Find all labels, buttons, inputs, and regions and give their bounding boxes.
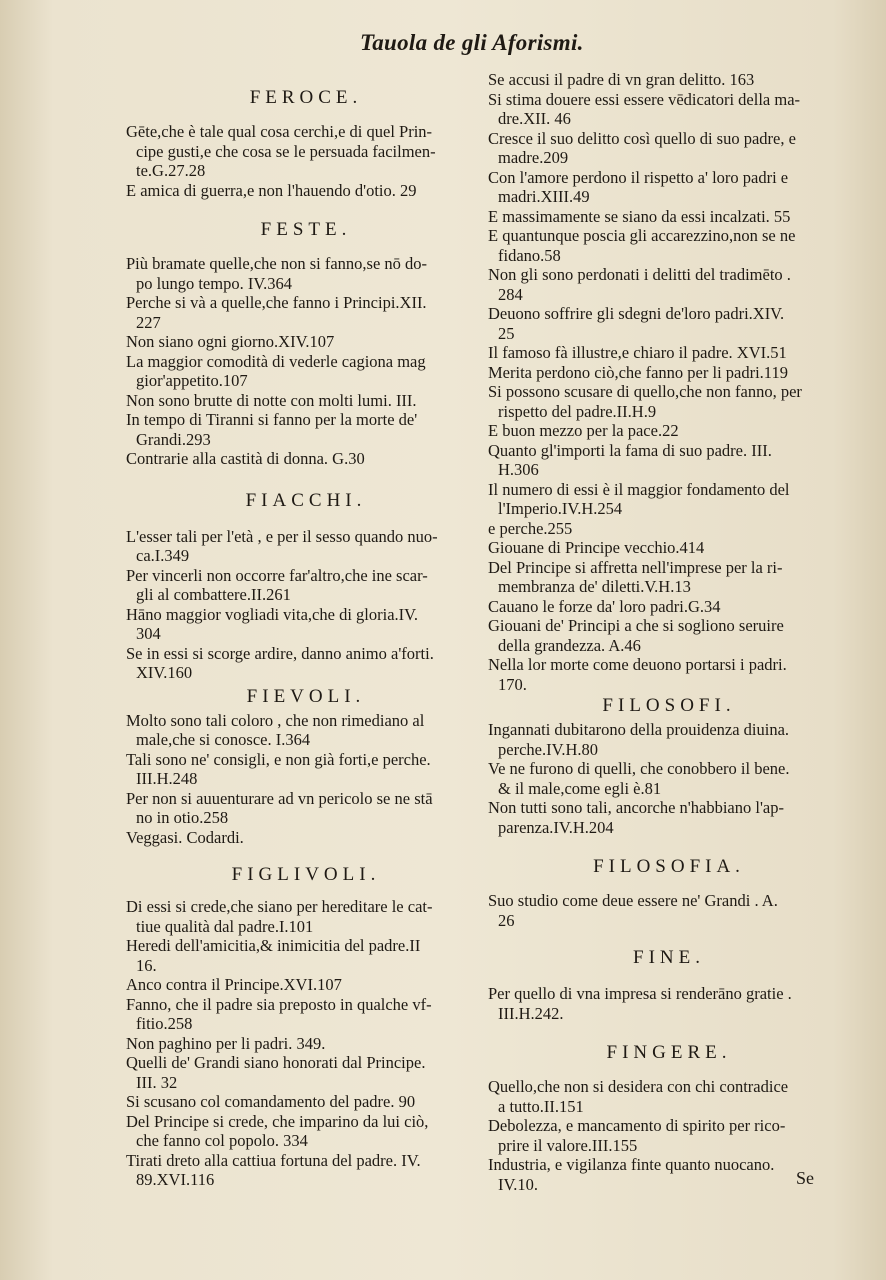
entry-line: Non siano ogni giorno.XIV.107 — [126, 332, 335, 351]
index-entry — [488, 129, 850, 168]
index-entry — [488, 363, 850, 383]
index-entry — [488, 1116, 850, 1155]
entry-continuation: 227 — [136, 312, 161, 332]
entry-line: Si scusano col comandamento del padre. 90 — [126, 1092, 416, 1111]
entry-line: Debolezza, e mancamento di spirito per rico- — [488, 1116, 786, 1135]
index-entry — [488, 480, 850, 519]
entry-continuation: gior'appetito.107 — [136, 371, 248, 390]
section-heading: FIACCHI. — [245, 489, 367, 511]
entry-continuation: H.306 — [498, 460, 539, 479]
index-entry — [126, 1112, 486, 1151]
entry-line: Contrarie alla castità di donna. G.30 — [126, 449, 365, 468]
entry-line: E buon mezzo per la pace.22 — [488, 421, 679, 440]
entry-line: Con l'amore perdono il rispetto a' loro padri e — [488, 167, 789, 187]
index-entry — [488, 798, 850, 837]
entry-continuation: III.H.248 — [136, 769, 198, 788]
index-entry — [126, 1034, 486, 1054]
entry-line: Suo studio come deue essere ne' Grandi . A. — [488, 891, 778, 910]
section-heading: FIGLIVOLI. — [231, 864, 381, 885]
entry-continuation: 89.XVI.116 — [136, 1170, 215, 1189]
entry-line: Cresce il suo delitto così quello di suo padre, e — [488, 128, 796, 148]
section-entries — [126, 711, 486, 848]
section-heading: FIEVOLI. — [246, 685, 366, 707]
entry-line: Per quello di vna impresa si renderāno gratie . — [488, 984, 792, 1003]
entry-continuation: membranza de' diletti.V.H.13 — [498, 577, 691, 596]
entry-continuation: 304 — [136, 624, 161, 643]
entry-line: Non paghino per li padri. 349. — [126, 1033, 326, 1053]
entry-line: Il famoso fà illustre,e chiaro il padre. XVI.51 — [488, 343, 787, 362]
index-entry — [126, 828, 486, 848]
entry-line: Giouani de' Principi a che si sogliono seruire — [488, 616, 784, 635]
entry-line: La maggior comodità di vederle cagiona mag — [126, 351, 426, 371]
index-entry — [488, 343, 850, 363]
section-entries — [126, 897, 486, 1190]
section-figliuoli-continued — [488, 70, 850, 694]
entry-continuation: III. 32 — [136, 1072, 178, 1092]
entry-continuation: 26 — [498, 910, 515, 930]
catchword: Se — [796, 1168, 814, 1188]
index-entry — [126, 410, 486, 449]
index-entry — [488, 1077, 850, 1116]
entry-continuation: a tutto.II.151 — [498, 1096, 584, 1116]
index-entry — [126, 711, 486, 750]
section-fine — [488, 946, 850, 1023]
index-entry — [488, 226, 850, 265]
section-heading: FINE. — [633, 947, 705, 968]
index-entry — [488, 984, 850, 1023]
entry-continuation: ca.I.349 — [136, 546, 190, 565]
entry-continuation: fitio.258 — [136, 1014, 193, 1033]
index-entry — [126, 1151, 486, 1190]
section-heading: FILOSOFIA. — [593, 856, 745, 877]
entry-continuation: po lungo tempo. IV.364 — [136, 273, 292, 293]
section-entries — [488, 720, 850, 837]
entry-line: Quelli de' Grandi siano honorati dal Principe. — [126, 1053, 426, 1072]
entry-continuation: te.G.27.28 — [136, 161, 206, 180]
index-entry — [488, 519, 850, 539]
entry-line: Gēte,che è tale qual cosa cerchi,e di quel Prin- — [126, 122, 433, 141]
entry-continuation: parenza.IV.H.204 — [498, 817, 614, 837]
entry-line: e perche.255 — [488, 518, 573, 538]
entry-line: Deuono soffrire gli sdegni de'loro padri.XIV. — [488, 304, 785, 323]
entry-line: E quantunque poscia gli accarezzino,non se ne — [488, 226, 796, 245]
index-entry — [126, 995, 486, 1034]
index-entry — [126, 897, 486, 936]
entry-continuation: 25 — [498, 323, 515, 343]
entry-line: E massimamente se siano da essi incalzati. 55 — [488, 206, 791, 226]
index-entry — [488, 421, 850, 441]
entry-continuation: dre.XII. 46 — [498, 109, 571, 128]
index-entry — [488, 558, 850, 597]
entry-line: Quanto gl'importi la fama di suo padre. III. — [488, 440, 772, 460]
section-entries — [488, 984, 850, 1023]
running-head: Tauola de gli Aforismi. — [360, 30, 584, 55]
index-entry — [126, 936, 486, 975]
section-feste — [126, 218, 486, 469]
index-entry — [488, 538, 850, 558]
entry-line: Giouane di Principe vecchio.414 — [488, 538, 705, 557]
section-filosofi — [488, 694, 850, 837]
entry-continuation: & il male,come egli è.81 — [498, 778, 662, 798]
entry-continuation: madri.XIII.49 — [498, 187, 590, 206]
index-entry — [488, 168, 850, 207]
entry-continuation: male,che si conosce. I.364 — [136, 730, 311, 749]
section-fiacchi — [126, 489, 486, 683]
section-feroce — [126, 86, 486, 200]
entry-line: Molto sono tali coloro , che non rimediano al — [126, 710, 425, 730]
index-entry — [488, 382, 850, 421]
entry-line: Il numero di essi è il maggior fondamento del — [488, 479, 790, 499]
entry-line: Non tutti sono tali, ancorche n'habbiano l'ap- — [488, 798, 784, 817]
entry-line: Anco contra il Principe.XVI.107 — [126, 975, 342, 994]
index-entry — [488, 90, 850, 129]
entry-continuation: fidano.58 — [498, 245, 561, 265]
section-heading: FINGERE. — [606, 1042, 732, 1063]
entry-line: Non sono brutte di notte con molti lumi. III. — [126, 390, 417, 410]
index-entry — [488, 616, 850, 655]
section-entries — [126, 122, 486, 200]
index-entry — [488, 655, 850, 694]
entry-line: Fanno, che il padre sia preposto in qualche vf- — [126, 994, 432, 1014]
index-entry — [126, 1092, 486, 1112]
entry-line: Per non si auuenturare ad vn pericolo se ne stā — [126, 788, 433, 808]
entry-line: Quello,che non si desidera con chi contradice — [488, 1077, 789, 1096]
index-entry — [488, 207, 850, 227]
index-entry — [126, 566, 486, 605]
index-entry — [126, 391, 486, 411]
entry-line: Cauano le forze da' loro padri.G.34 — [488, 596, 721, 616]
section-heading: FESTE. — [260, 219, 352, 240]
entry-line: Heredi dell'amicitia,& inimicitia del padre.II — [126, 936, 421, 955]
entry-continuation: 170. — [498, 674, 527, 694]
index-entry — [126, 293, 486, 332]
entry-line: Si stima douere essi essere vēdicatori della ma- — [488, 89, 801, 109]
entry-continuation: della grandezza. A.46 — [498, 635, 641, 655]
index-entry — [488, 759, 850, 798]
entry-line: L'esser tali per l'età , e per il sesso quando nuo- — [126, 526, 438, 546]
right-column — [488, 70, 850, 1194]
index-entry — [126, 122, 486, 181]
index-entry — [126, 644, 486, 683]
section-filosofia — [488, 855, 850, 930]
entry-line: In tempo di Tiranni si fanno per la morte de' — [126, 410, 418, 429]
entry-line: Non gli sono perdonati i delitti del tradimēto . — [488, 265, 791, 284]
entry-line: Del Principe si affretta nell'imprese per la ri- — [488, 557, 783, 577]
section-entries — [488, 891, 850, 930]
entry-continuation: 16. — [136, 955, 157, 975]
entry-line: Se accusi il padre di vn gran delitto. 163 — [488, 70, 755, 89]
index-entry — [126, 332, 486, 352]
entry-line: Veggasi. Codardi. — [126, 827, 244, 847]
section-figliuoli — [126, 863, 486, 1190]
index-entry — [488, 304, 850, 343]
section-heading: FILOSOFI. — [602, 695, 736, 716]
index-entry — [126, 352, 486, 391]
entry-line: Se in essi si scorge ardire, danno animo a'forti. — [126, 643, 434, 663]
entry-line: E amica di guerra,e non l'hauendo d'otio. 29 — [126, 180, 417, 200]
entry-line: Per vincerli non occorre far'altro,che ine scar- — [126, 565, 428, 585]
section-heading: FEROCE. — [249, 87, 363, 108]
index-entry — [126, 254, 486, 293]
index-entry — [126, 605, 486, 644]
index-entry — [488, 265, 850, 304]
index-entry — [488, 891, 850, 930]
entry-line: Nella lor morte come deuono portarsi i padri. — [488, 655, 787, 674]
index-entry — [126, 449, 486, 469]
left-column — [126, 70, 486, 1190]
entry-line: Si possono scusare di quello,che non fanno, per — [488, 382, 802, 401]
index-entry — [126, 789, 486, 828]
entry-continuation: III.H.242. — [498, 1003, 564, 1023]
entry-continuation: l'Imperio.IV.H.254 — [498, 499, 623, 518]
section-entries — [126, 254, 486, 469]
entry-continuation: che fanno col popolo. 334 — [136, 1131, 308, 1150]
entry-line: Tali sono ne' consigli, e non già forti,e perche. — [126, 749, 431, 769]
entry-continuation: prire il valore.III.155 — [498, 1135, 638, 1155]
index-entry — [488, 597, 850, 617]
entry-line: Più bramate quelle,che non si fanno,se nō do- — [126, 254, 428, 273]
entry-continuation: gli al combattere.II.261 — [136, 585, 291, 604]
entry-continuation: perche.IV.H.80 — [498, 739, 599, 759]
entry-line: Industria, e vigilanza finte quanto nuocano. — [488, 1155, 775, 1174]
index-entry — [488, 720, 850, 759]
entry-line: Merita perdono ciò,che fanno per li padri.119 — [488, 362, 788, 382]
entry-continuation: madre.209 — [498, 148, 569, 167]
entry-continuation: Grandi.293 — [136, 429, 211, 449]
index-entry — [126, 750, 486, 789]
index-entry — [488, 441, 850, 480]
entry-line: Del Principe si crede, che imparino da lui ciò, — [126, 1111, 429, 1131]
entry-continuation: cipe gusti,e che cosa se le persuada facilmen- — [136, 141, 436, 161]
entry-line: Ingannati dubitarono della prouidenza diuina. — [488, 720, 790, 739]
entry-line: Perche si và a quelle,che fanno i Principi.XII. — [126, 293, 427, 312]
index-entry — [126, 527, 486, 566]
entry-continuation: rispetto del padre.II.H.9 — [498, 401, 657, 421]
index-entry — [126, 975, 486, 995]
index-entry — [126, 181, 486, 201]
entry-continuation: IV.10. — [498, 1174, 539, 1194]
entry-continuation: tiue qualità dal padre.I.101 — [136, 916, 314, 936]
section-entries — [126, 527, 486, 683]
entry-line: Hāno maggior vogliadi vita,che di gloria.IV. — [126, 604, 419, 624]
index-entry — [488, 70, 850, 90]
entry-continuation: no in otio.258 — [136, 808, 229, 827]
entry-line: Ve ne furono di quelli, che conobbero il bene. — [488, 759, 790, 778]
entry-continuation: 284 — [498, 284, 523, 304]
entry-continuation: XIV.160 — [136, 663, 193, 682]
section-fievoli — [126, 685, 486, 848]
index-entry — [126, 1053, 486, 1092]
section-entries — [488, 70, 850, 694]
entry-line: Di essi si crede,che siano per hereditare le cat- — [126, 897, 433, 916]
entry-line: Tirati dreto alla cattiua fortuna del padre. IV. — [126, 1150, 421, 1170]
